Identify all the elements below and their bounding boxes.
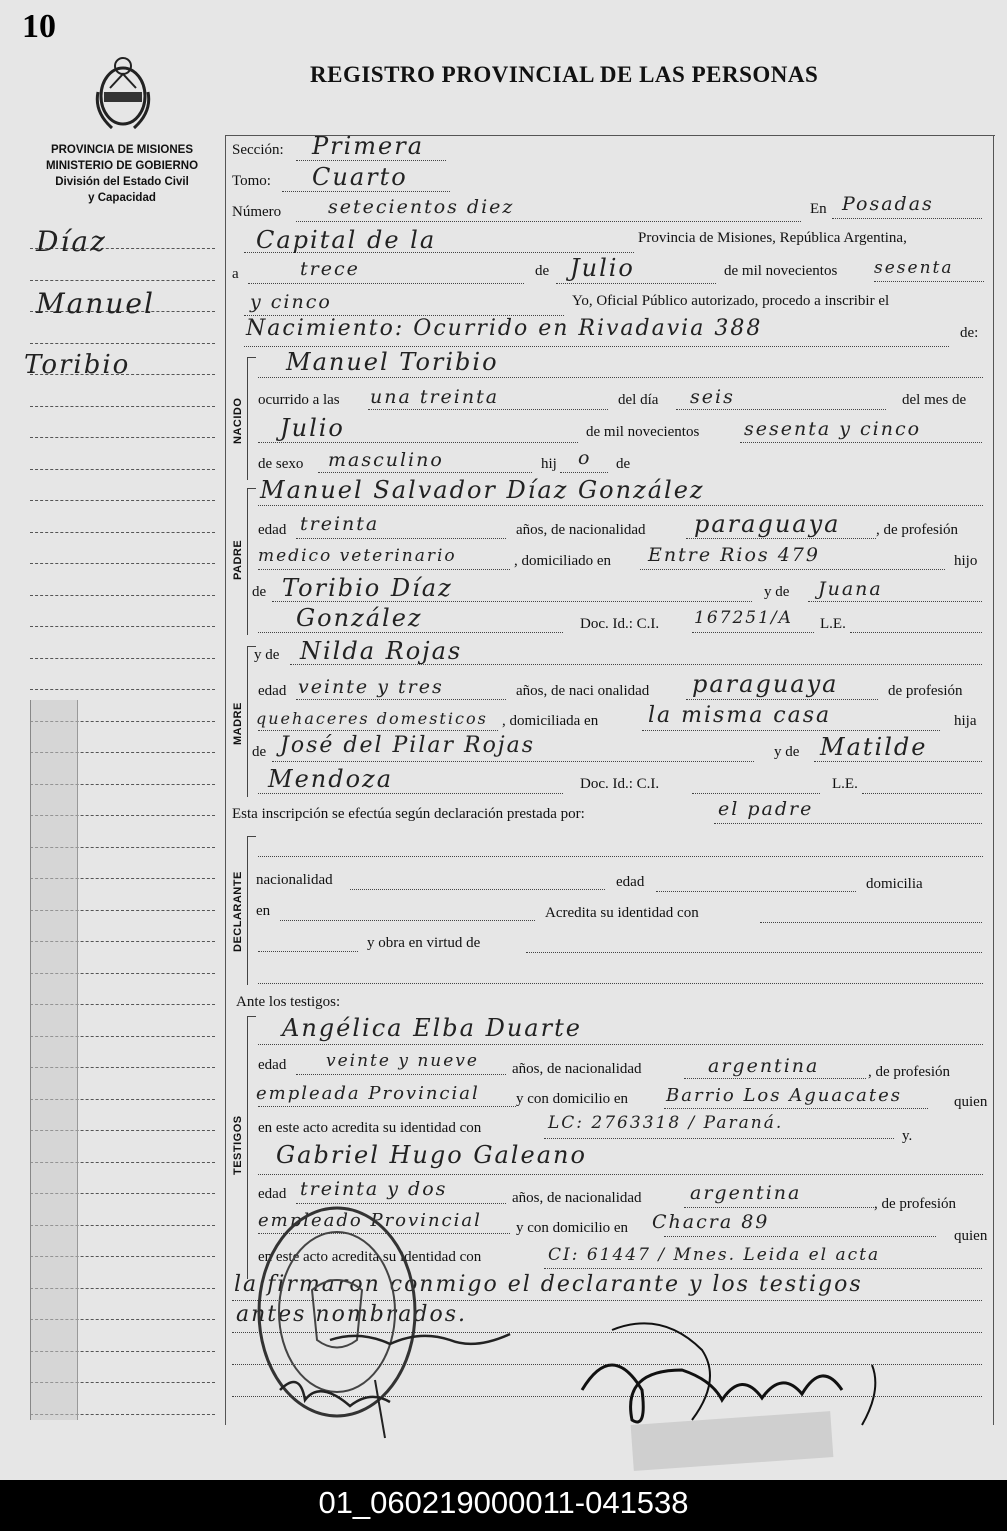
padre-doc: 167251/A — [694, 608, 793, 628]
testigo2-dom-label: y con domicilio en — [516, 1220, 629, 1236]
sexo-label: de sexo — [258, 456, 304, 472]
capital-value: Capital de la — [256, 226, 437, 254]
declarante-label: DECLARANTE — [232, 871, 244, 952]
margin-second-name: Toribio — [24, 350, 131, 380]
testigo2-prof-label: , de profesión — [874, 1196, 957, 1212]
padre-y-de-label: y de — [764, 584, 790, 600]
margin-ruled-line — [30, 280, 215, 281]
padre-prof-label: , de profesión — [876, 522, 959, 538]
nacido-nombre: Manuel Toribio — [286, 348, 499, 376]
office-line: PROVINCIA DE MISIONES — [50, 144, 194, 156]
abuela-paterna-apellido: González — [296, 604, 423, 632]
hij-value: o — [578, 447, 592, 469]
testigo1-acredita-label: en este acto acredita su identidad con — [258, 1120, 482, 1136]
de-label: de — [535, 263, 550, 279]
mil-label: de mil novecientos — [586, 424, 700, 440]
testigo1-dom: Barrio Los Aguacates — [666, 1085, 903, 1106]
form-right-border — [993, 135, 994, 1425]
padre-nac: paraguaya — [694, 510, 841, 538]
madre-le-label: L.E. — [832, 776, 858, 792]
madre-de-label: de — [252, 744, 267, 760]
del-dia-label: del día — [618, 392, 659, 408]
declarante-dom-label: domicilia — [866, 876, 923, 892]
testigo2-nombre: Gabriel Hugo Galeano — [276, 1141, 587, 1169]
declarante-en-label: en — [256, 903, 271, 919]
binding-tape — [30, 700, 78, 1420]
nacido-de-label: de — [616, 456, 631, 472]
anio-value: sesenta — [874, 258, 954, 278]
madre-doc-label: Doc. Id.: C.I. — [580, 776, 660, 792]
madre-prof: quehaceres domesticos — [256, 709, 488, 728]
margin-ruled-line — [30, 595, 215, 596]
margin-ruled-line — [30, 500, 215, 501]
madre-nac-label: años, de naci onalidad — [516, 683, 650, 699]
padre-dom: Entre Rios 479 — [648, 544, 820, 566]
padre-edad-label: edad — [258, 522, 287, 538]
sexo-value: masculino — [328, 449, 444, 471]
testigo1-doc: LC: 2763318 / Paraná. — [548, 1113, 784, 1133]
numero-label: Número — [232, 204, 282, 220]
a-label: a — [232, 266, 239, 282]
abuelo-materno: José del Pilar Rojas — [280, 733, 536, 758]
mes-inscripcion: Julio — [570, 254, 635, 282]
padre-dom-label: , domiciliado en — [514, 553, 612, 569]
testigo2-edad: treinta y dos — [300, 1178, 448, 1200]
margin-ruled-line — [30, 437, 215, 438]
provincia-text: Provincia de Misiones, República Argentina, — [638, 230, 907, 246]
image-id-footer: 01_060219000011-041538 — [0, 1480, 1007, 1531]
de-colon: de: — [960, 325, 979, 341]
declaracion-value: el padre — [718, 798, 814, 820]
padre-nombre: Manuel Salvador Díaz González — [260, 476, 705, 504]
margin-ruled-line — [30, 626, 215, 627]
testigo2-nac-label: años, de nacionalidad — [512, 1190, 642, 1206]
margin-first-name: Manuel — [36, 287, 155, 320]
witness-signature-icon — [260, 1320, 550, 1440]
margin-ruled-line — [30, 689, 215, 690]
en-value: Posadas — [842, 193, 934, 215]
madre-nombre: Nilda Rojas — [300, 637, 463, 665]
ante-testigos-label: Ante los testigos: — [236, 994, 341, 1010]
declarante-nac-label: nacionalidad — [256, 872, 333, 888]
abuela-materna: Matilde — [820, 733, 928, 761]
anio-text: de mil novecientos — [724, 263, 838, 279]
testigo2-dom: Chacra 89 — [652, 1211, 770, 1233]
margin-ruled-line — [30, 658, 215, 659]
testigo2-prof: empleado Provincial — [258, 1210, 482, 1231]
acta-value: Nacimiento: Ocurrido en Rivadavia 388 — [246, 316, 763, 341]
padre-le-label: L.E. — [820, 616, 846, 632]
padre-label: PADRE — [232, 539, 244, 580]
madre-edad-label: edad — [258, 683, 287, 699]
office-line: y Capacidad — [88, 192, 156, 204]
hijo-label: hijo — [954, 553, 978, 569]
oficial-text: Yo, Oficial Público autorizado, procedo a inscribir el — [572, 293, 890, 309]
hija-label: hija — [954, 713, 977, 729]
declarante-obra-label: y obra en virtud de — [367, 935, 481, 951]
madre-nac: paraguaya — [692, 670, 839, 698]
numero-value: setecientos diez — [328, 196, 515, 218]
testigo2-acredita-label: en este acto acredita su identidad con — [258, 1249, 482, 1265]
anio-value-cont: y cinco — [250, 291, 332, 313]
padre-edad: treinta — [300, 513, 380, 535]
testigo2-quien-label: quien — [954, 1228, 988, 1244]
madre-prof-label: de profesión — [888, 683, 963, 699]
testigo1-quien-label: quien — [954, 1094, 988, 1110]
margin-ruled-line — [30, 469, 215, 470]
abuelo-paterno: Toribio Díaz — [282, 574, 453, 602]
padre-doc-label: Doc. Id.: C.I. — [580, 616, 660, 632]
nacido-anio: sesenta y cinco — [744, 418, 922, 440]
testigo1-prof: empleada Provincial — [256, 1083, 480, 1104]
abuela-materna-apellido: Mendoza — [268, 765, 393, 793]
testigo2-nac: argentina — [690, 1182, 802, 1204]
testigo1-dom-label: y con domicilio en — [516, 1091, 629, 1107]
testigo2-doc: CI: 61447 / Mnes. Leida el acta — [548, 1245, 881, 1265]
madre-label: MADRE — [232, 702, 244, 745]
testigo1-y-label: y. — [902, 1128, 913, 1144]
madre-edad: veinte y tres — [298, 676, 444, 698]
nacido-label: NACIDO — [232, 397, 244, 444]
seccion-label: Sección: — [232, 142, 284, 158]
madre-y-de-label: y de — [254, 647, 280, 663]
tomo-value: Cuarto — [312, 163, 408, 191]
padre-de-label: de — [252, 584, 267, 600]
dia-inscripcion: trece — [300, 258, 360, 280]
declaracion-text: Esta inscripción se efectúa según declaración prestada por: — [232, 806, 585, 822]
testigo1-nombre: Angélica Elba Duarte — [282, 1014, 582, 1042]
ocurrido-label: ocurrido a las — [258, 392, 340, 408]
hij-label: hij — [541, 456, 557, 472]
nacido-dia: seis — [690, 386, 735, 408]
margin-ruled-line — [30, 343, 215, 344]
margin-ruled-line — [30, 563, 215, 564]
office-line: MINISTERIO DE GOBIERNO — [45, 160, 199, 172]
cierre-texto: la firmaron conmigo el declarante y los testigos — [234, 1272, 863, 1297]
madre-dom: la misma casa — [648, 703, 832, 728]
nacido-mes: Julio — [280, 414, 345, 442]
office-block — [22, 142, 222, 206]
declarante-edad-label: edad — [616, 874, 645, 890]
testigo2-edad-label: edad — [258, 1186, 287, 1202]
testigo1-edad-label: edad — [258, 1057, 287, 1073]
madre-y-de2-label: y de — [774, 744, 800, 760]
testigo1-prof-label: , de profesión — [868, 1064, 951, 1080]
cierre-texto-2: antes nombrados. — [236, 1302, 468, 1327]
seccion-value: Primera — [312, 132, 425, 160]
margin-ruled-line — [30, 406, 215, 407]
en-label: En — [810, 201, 827, 217]
testigos-label: TESTIGOS — [232, 1115, 244, 1175]
margin-divider — [225, 135, 226, 1425]
testigo1-edad: veinte y nueve — [326, 1051, 479, 1071]
padre-nac-label: años, de nacionalidad — [516, 522, 646, 538]
hora-value: una treinta — [370, 386, 500, 408]
declarante-acredita-label: Acredita su identidad con — [545, 905, 699, 921]
abuela-paterna: Juana — [818, 578, 883, 600]
margin-ruled-line — [30, 532, 215, 533]
testigo1-nac-label: años, de nacionalidad — [512, 1061, 642, 1077]
page-number: 10 — [22, 8, 56, 45]
tomo-label: Tomo: — [232, 173, 271, 189]
del-mes-label: del mes de — [902, 392, 967, 408]
office-line: División del Estado Civil — [55, 176, 189, 188]
testigo1-nac: argentina — [708, 1055, 820, 1077]
madre-dom-label: , domiciliada en — [502, 713, 599, 729]
padre-prof: medico veterinario — [258, 546, 457, 566]
document-title: REGISTRO PROVINCIAL DE LAS PERSONAS — [310, 62, 819, 87]
coat-of-arms-icon — [90, 52, 156, 132]
margin-surname: Díaz — [36, 225, 107, 258]
